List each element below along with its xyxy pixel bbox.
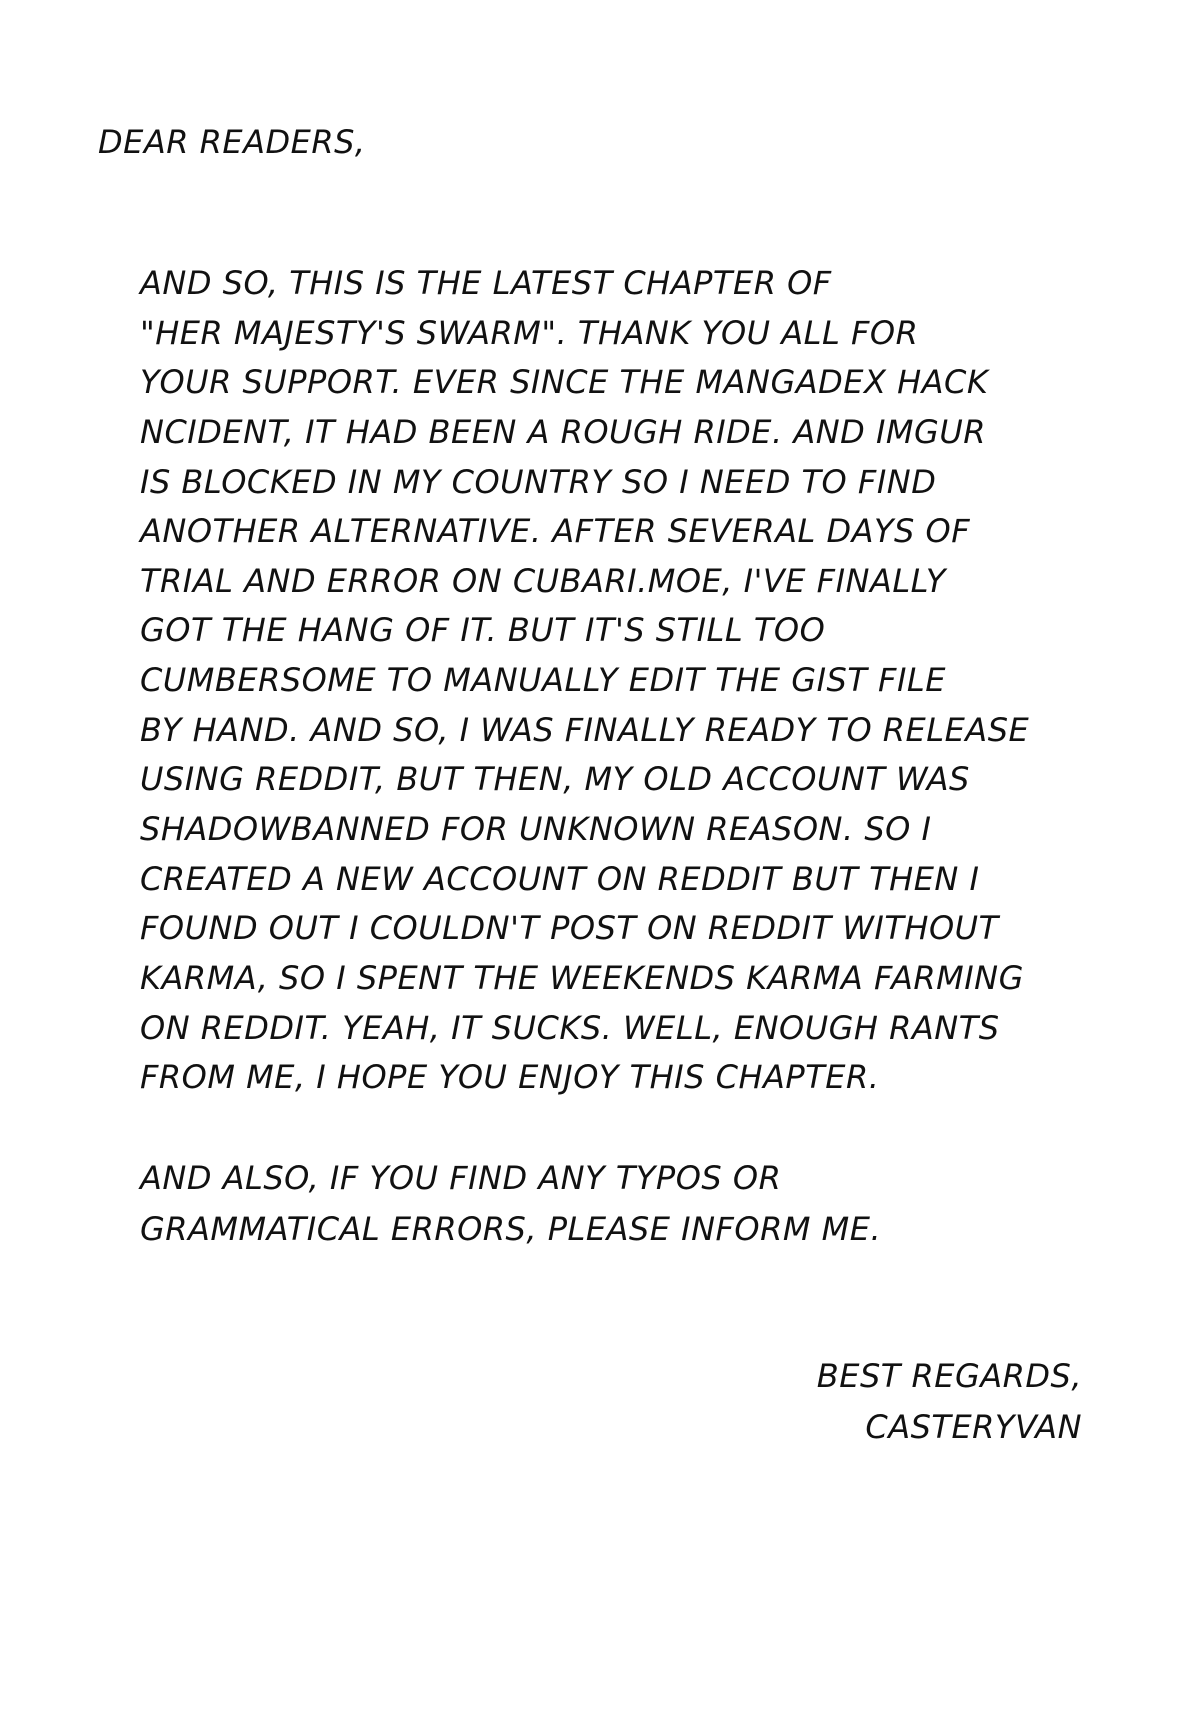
paragraph-line: ANOTHER ALTERNATIVE. AFTER SEVERAL DAYS OF (140, 512, 971, 550)
paragraph-line: GOT THE HANG OF IT. BUT IT'S STILL TOO (140, 611, 826, 649)
paragraph-line: USING REDDIT, BUT THEN, MY OLD ACCOUNT WAS (140, 760, 970, 798)
paragraph-line: "HER MAJESTY'S SWARM". THANK YOU ALL FOR (140, 314, 919, 352)
paragraph-line: IS BLOCKED IN MY COUNTRY SO I NEED TO FIND (140, 463, 937, 501)
paragraph-line: CUMBERSOME TO MANUALLY EDIT THE GIST FILE (140, 661, 946, 699)
paragraph-line: ON REDDIT. YEAH, IT SUCKS. WELL, ENOUGH RANTS (140, 1009, 1000, 1047)
greeting: DEAR READERS, (98, 123, 366, 161)
paragraph-line: FOUND OUT I COULDN'T POST ON REDDIT WITHOUT (140, 909, 999, 947)
paragraph-line: TRIAL AND ERROR ON CUBARI.MOE, I'VE FINALLY (140, 562, 946, 600)
paragraph-line: NCIDENT, IT HAD BEEN A ROUGH RIDE. AND IMGUR (140, 413, 986, 451)
closing: BEST REGARDS, (816, 1357, 1082, 1395)
paragraph-line: SHADOWBANNED FOR UNKNOWN REASON. SO I (140, 810, 932, 848)
paragraph-line: CREATED A NEW ACCOUNT ON REDDIT BUT THEN I (140, 860, 980, 898)
paragraph-line: FROM ME, I HOPE YOU ENJOY THIS CHAPTER. (140, 1058, 880, 1096)
signature: CASTERYVAN (865, 1408, 1082, 1446)
paragraph-line: YOUR SUPPORT. EVER SINCE THE MANGADEX HACK (140, 363, 989, 401)
paragraph-line: AND ALSO, IF YOU FIND ANY TYPOS OR (140, 1159, 782, 1197)
paragraph-line: GRAMMATICAL ERRORS, PLEASE INFORM ME. (140, 1210, 882, 1248)
paragraph-line: BY HAND. AND SO, I WAS FINALLY READY TO RELEASE (140, 711, 1030, 749)
paragraph-line: AND SO, THIS IS THE LATEST CHAPTER OF (140, 264, 832, 302)
paragraph-line: KARMA, SO I SPENT THE WEEKENDS KARMA FARMING (140, 959, 1024, 997)
